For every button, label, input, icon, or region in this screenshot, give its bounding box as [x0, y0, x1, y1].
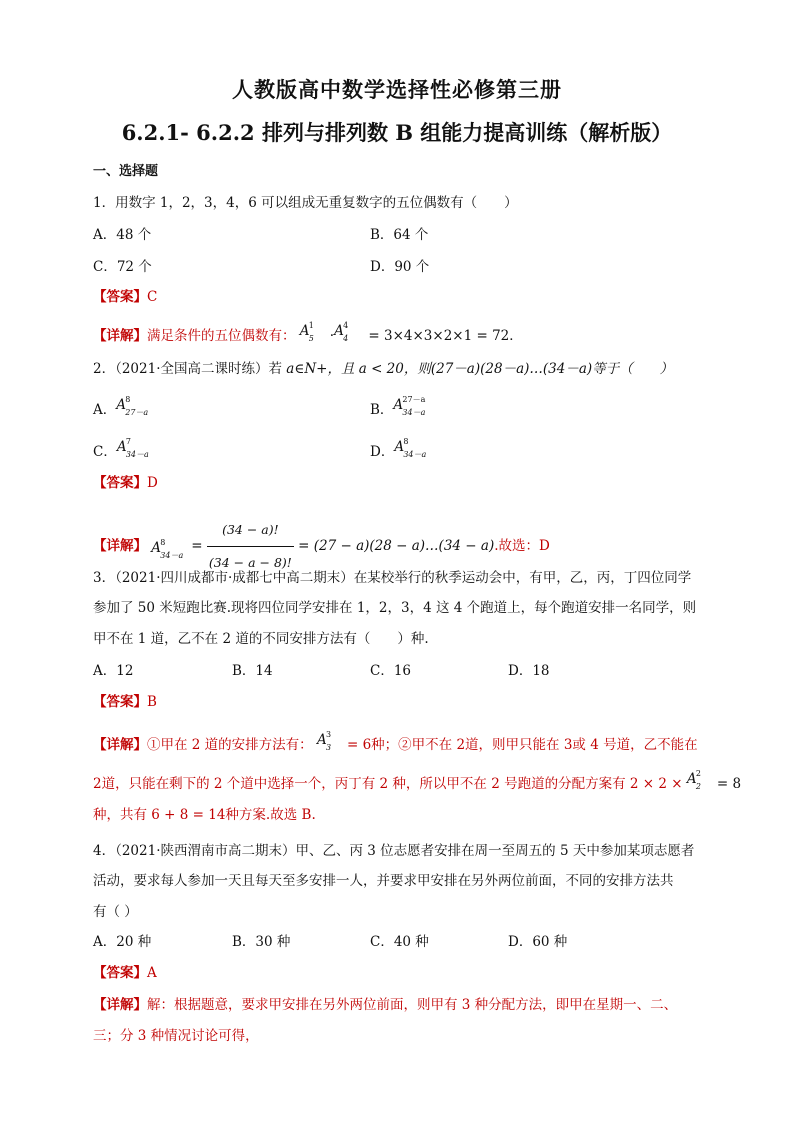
q3-answer: 【答案】B	[93, 694, 157, 710]
q2-stem: 2．（2021·全国高二课时练）若 a∈N+，且 a < 20，则(27－a)(28－a)…(34－a)等于（ ）	[93, 361, 674, 377]
q3-option-c: C．16	[370, 663, 412, 679]
q3-detail-line2: 2道，只能在剩下的 2 个道中选择一个，丙丁有 2 种，所以甲不在 2 号跑道的分配方案有 2 × 2 × A 2 2 = 8	[93, 769, 742, 792]
q2-option-d: D． A 8 34－a	[370, 437, 427, 460]
detail-text: 满足条件的五位偶数有：	[147, 328, 296, 344]
q3-detail-line1: 【详解】①甲在 2 道的安排方法有： A 3 3 = 6种；②甲不在 2道，则甲只能在 3或 4 号道，乙不能在	[93, 730, 698, 753]
q4-stem-line3: 有（ ）	[93, 904, 138, 920]
q3-option-a: A．12	[93, 663, 134, 679]
q4-detail-line2: 三；分 3 种情况讨论可得，	[93, 1028, 259, 1044]
q4-option-b: B．30 种	[232, 934, 291, 950]
q3-stem-line1: 3．（2021·四川成都市·成都七中高二期末）在某校举行的秋季运动会中，有甲，乙，丙，丁四位同学	[93, 570, 692, 586]
document-title: 人教版高中数学选择性必修第三册	[232, 77, 562, 102]
q1-answer	[93, 288, 157, 306]
q1-stem: 1．用数字 1，2，3，4，6 可以组成无重复数字的五位偶数有（ ）	[93, 195, 518, 211]
section-heading: 一、选择题	[93, 164, 159, 179]
q1-option-c: C．72 个	[93, 259, 152, 275]
q4-stem-line2: 活动，要求每人参加一天且每天至多安排一人，并要求甲安排在另外两位前面，不同的安排方法共	[93, 873, 674, 889]
q4-option-a: A．20 种	[93, 934, 152, 950]
q4-stem-line1: 4．（2021·陕西渭南市高二期末）甲、乙、丙 3 位志愿者安排在周一至周五的 5 天中参加某项志愿者	[93, 843, 695, 859]
q1-option-d: D．90 个	[370, 259, 430, 275]
q2-option-c: C． A 7 34－a	[93, 437, 149, 460]
answer-value: C	[147, 289, 158, 305]
q3-option-b: B．14	[232, 663, 273, 679]
q1-option-a: A．48 个	[93, 227, 152, 243]
detail-math: = 3×4×3×2×1 = 72．	[368, 328, 523, 344]
answer-tag: 【答案】	[93, 289, 147, 305]
q4-option-c: C．40 种	[370, 934, 429, 950]
q3-detail-line3: 种，共有 6 + 8 = 14种方案.故选 B.	[93, 807, 316, 823]
q2-option-a: A． A 8 27－a	[93, 395, 149, 418]
q2-option-b: B． A 27－a 34－a	[370, 395, 426, 418]
q1-detail: 【详解】满足条件的五位偶数有： A 1 5 · A 4 4 = 3×4×3×2×1 = 72．	[93, 321, 523, 344]
q3-option-d: D．18	[508, 663, 550, 679]
q2-detail: 【详解】 A 8 34－a = $\frac{(34 - a)!}{(34 - a - 8)!}$ = (27 − a)(28 − a)…(34 − a).故选：D	[93, 514, 550, 579]
q3-stem-line2: 参加了 50 米短跑比赛.现将四位同学安排在 1，2，3，4 这 4 个跑道上，每个跑道安排一名同学，则	[93, 600, 697, 616]
document-subtitle: 6.2.1- 6.2.2 排列与排列数 B 组能力提高训练（解析版）	[121, 120, 673, 145]
detail-tag: 【详解】	[93, 328, 147, 344]
q4-option-d: D．60 种	[508, 934, 568, 950]
q3-stem-line3: 甲不在 1 道，乙不在 2 道的不同安排方法有（ ）种.	[93, 631, 429, 647]
q4-detail-line1: 【详解】解：根据题意，要求甲安排在另外两位前面，则甲有 3 种分配方法，即甲在星期一、二、	[93, 997, 678, 1013]
q2-fraction: $\frac{(34 - a)!}{(34 - a - 8)!}$	[207, 514, 294, 579]
q4-answer: 【答案】A	[93, 965, 157, 981]
q1-option-b: B．64 个	[370, 227, 429, 243]
q2-answer: 【答案】D	[93, 475, 158, 491]
